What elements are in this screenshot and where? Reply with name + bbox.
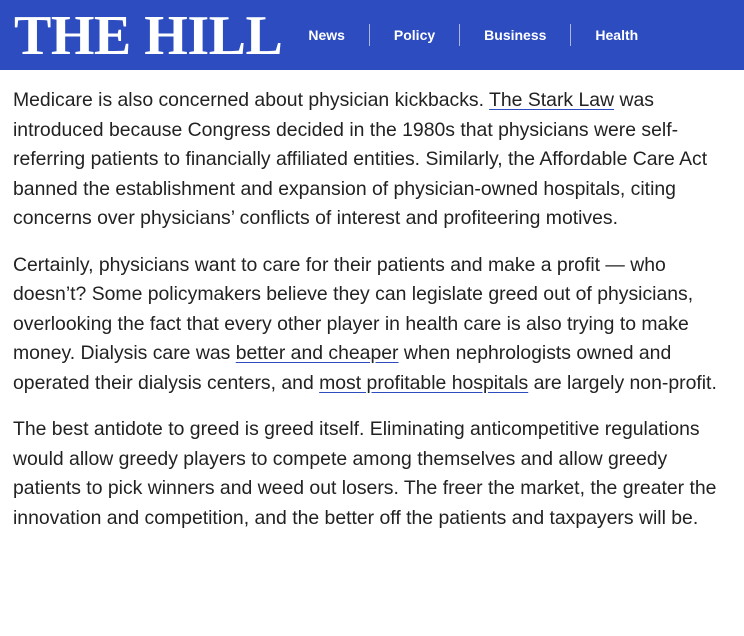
nav-item-news[interactable]: News [308, 27, 345, 43]
paragraph-text: was introduced because Congress decided in the 1980s that physicians were self-referring patients to financially affiliated entities. Similarly, the Affordable Care Act banned the establishment and expansion of physician-owned hospitals, citing concerns over physicians’ conflicts of interest and profiteering motives. [13, 89, 708, 229]
nav-item-business[interactable]: Business [484, 27, 547, 43]
nav-item-health[interactable]: Health [595, 27, 639, 43]
stark-law-link[interactable]: The Stark Law [489, 89, 615, 111]
most-profitable-hospitals-link[interactable]: most profitable hospitals [319, 371, 529, 394]
main-nav [308, 24, 662, 46]
site-header [0, 0, 744, 70]
article-paragraph-1 [13, 86, 730, 234]
paragraph-text: Medicare is also concerned about physician kickbacks. [13, 89, 490, 111]
paragraph-text: Certainly, physicians want to care for their patients and make a profit — who doesn’t? Some policymakers believe they can legislate greed out of physicians, overlooking the fact that every other player in health care is also trying to make money. Dialysis care was [13, 253, 694, 364]
article-paragraph-2 [13, 251, 730, 399]
article-paragraph-3: The best antidote to greed is greed itself. Eliminating anticompetitive regulations would allow greedy players to compete among themselves and allow greedy patients to pick winners and weed out losers. The freer the market, the greater the innovation and competition, and the better off the patients and taxpayers will be. [13, 418, 717, 529]
nav-item-policy[interactable]: Policy [393, 27, 436, 43]
paragraph-text: are largely non-profit. [528, 371, 717, 394]
article-body [0, 70, 744, 533]
paragraph-text: when nephrologists owned and operated their dialysis centers, and [13, 342, 672, 394]
better-and-cheaper-link[interactable]: better and cheaper [235, 342, 399, 364]
site-logo[interactable]: THE HILL [14, 5, 283, 67]
